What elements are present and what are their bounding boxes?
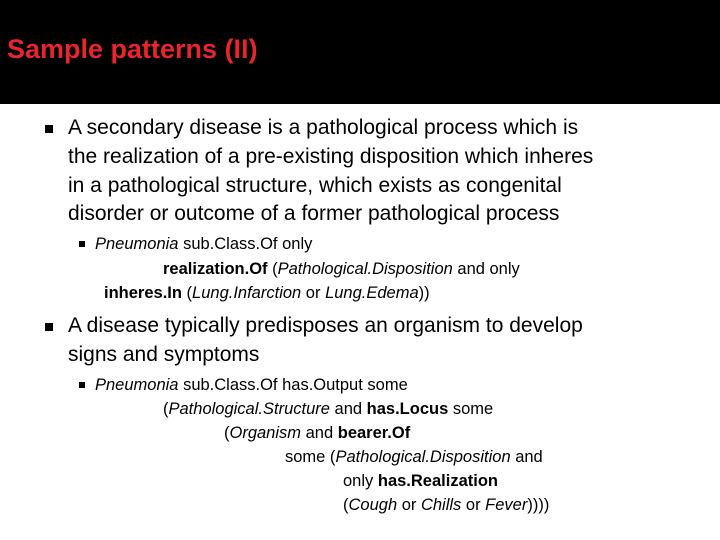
axiom-line: (Organism and bearer.Of [224, 424, 411, 442]
relation-name: bearer.Of [337, 424, 411, 442]
bullet-line: in a pathological structure, which exists as congenital [68, 174, 562, 197]
axiom-line [95, 232, 312, 256]
class-name: Pathological.Structure [168, 400, 330, 418]
class-name: Fever [485, 496, 528, 514]
axiom-text: sub.Class.Of only [178, 235, 313, 253]
bullet-line: signs and symptoms [68, 343, 260, 366]
sub-bullet-marker [79, 382, 85, 388]
axiom-line: Pneumonia sub.Class.Of has.Output some [95, 376, 408, 394]
slide-title: Sample patterns (II) [7, 34, 258, 64]
class-name: Pathological.Disposition [277, 260, 453, 278]
bullet-line: the realization of a pre-existing disposition which inheres [68, 145, 594, 168]
class-name: Lung.Edema [325, 284, 419, 302]
class-name: Chills [420, 496, 462, 514]
axiom-line: (Cough or Chills or Fever)))) [343, 496, 550, 514]
axiom-line: (Pathological.Structure and has.Locus some [163, 400, 494, 418]
relation-name: has.Realization [377, 472, 498, 490]
title-bar [0, 0, 720, 104]
class-name: Lung.Infarction [192, 284, 302, 302]
class-name: Cough [348, 496, 398, 514]
bullet-marker [45, 323, 53, 331]
bullet-line: disorder or outcome of a former pathological process [68, 202, 560, 225]
bullet-line: A secondary disease is a pathological process which is [68, 116, 579, 139]
bullet-marker [45, 125, 53, 133]
class-name: Pathological.Disposition [335, 448, 511, 466]
relation-name: has.Locus [366, 400, 449, 418]
sub-bullet-marker [79, 241, 85, 247]
relation-name: realization.Of [163, 260, 268, 278]
bullet-line: A disease typically predisposes an organism to develop [68, 314, 583, 337]
axiom-line: only has.Realization [343, 472, 498, 490]
axiom-line: some (Pathological.Disposition and [285, 448, 543, 466]
class-name: Organism [229, 424, 302, 442]
relation-name: inheres.In [104, 284, 182, 302]
axiom-line: realization.Of (Pathological.Disposition and only [163, 260, 520, 278]
axiom-line: inheres.In (Lung.Infarction or Lung.Edema)) [104, 284, 430, 302]
class-name: Pneumonia [95, 376, 179, 394]
class-name: Pneumonia [95, 235, 179, 253]
